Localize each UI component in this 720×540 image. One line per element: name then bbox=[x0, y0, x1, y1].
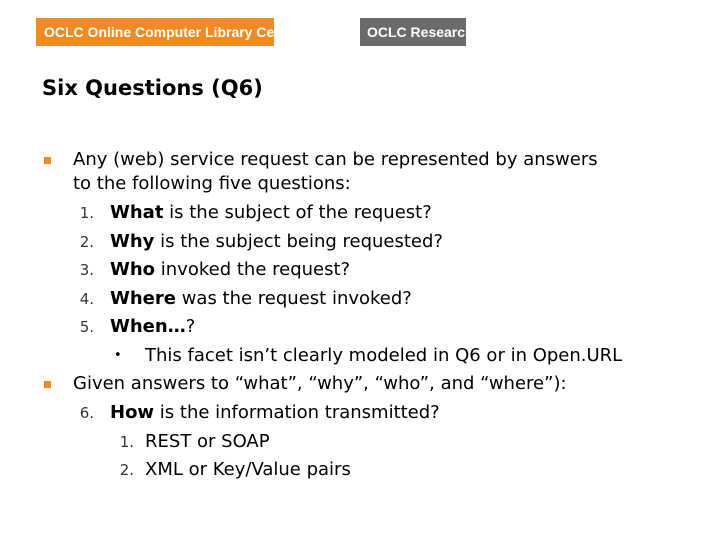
list-item: How is the information transmitted? bbox=[110, 402, 440, 423]
list-number: 5. bbox=[79, 318, 94, 336]
bullet-text: to the following five questions: bbox=[73, 173, 351, 194]
list-item: Where was the request invoked? bbox=[110, 288, 412, 309]
bullet-text: Given answers to “what”, “why”, “who”, and “where”): bbox=[73, 373, 567, 394]
sublist-item: REST or SOAP bbox=[145, 431, 270, 452]
list-number: 2. bbox=[79, 233, 94, 251]
sub-bullet-text: This facet isn’t clearly modeled in Q6 or in Open.URL bbox=[145, 345, 623, 366]
bullet-text: Any (web) service request can be represented by answers bbox=[73, 149, 598, 170]
list-item: Why is the subject being requested? bbox=[110, 231, 443, 252]
list-item: Who invoked the request? bbox=[110, 259, 351, 280]
slide-title: Six Questions (Q6) bbox=[42, 76, 263, 100]
list-number: 4. bbox=[79, 290, 94, 308]
list-number: 1. bbox=[79, 204, 94, 222]
oclc-research-logo: OCLC Research bbox=[360, 18, 466, 46]
oclc-logo: OCLC Online Computer Library Center bbox=[36, 18, 274, 46]
sublist-number: 1. bbox=[119, 433, 134, 451]
orange-square-bullet bbox=[44, 157, 51, 164]
sublist-number: 2. bbox=[119, 461, 134, 479]
list-item: What is the subject of the request? bbox=[110, 202, 432, 223]
sublist-item: XML or Key/Value pairs bbox=[145, 459, 351, 480]
dot-bullet: • bbox=[114, 348, 122, 363]
list-number: 3. bbox=[79, 261, 94, 279]
list-item: When…? bbox=[110, 316, 196, 337]
list-number: 6. bbox=[79, 404, 94, 422]
orange-square-bullet bbox=[44, 381, 51, 388]
